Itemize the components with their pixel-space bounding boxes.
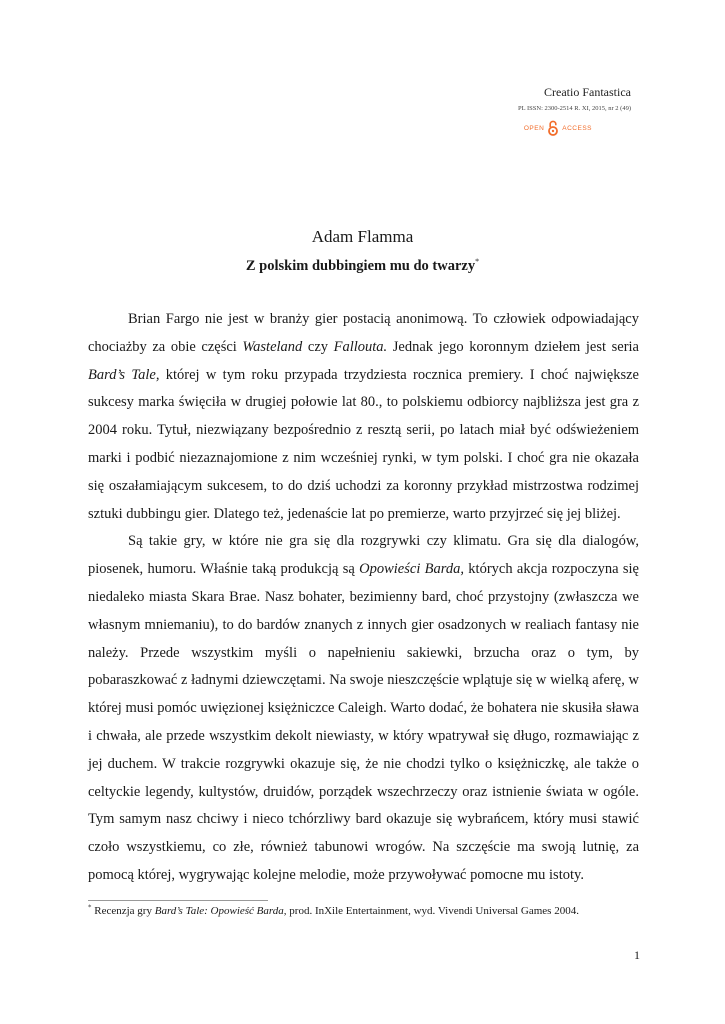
text-run: Recenzja gry — [91, 905, 155, 917]
article-body — [88, 306, 639, 890]
text-run: Brian Fargo nie jest w branży gier postacią anonimową. To człowiek odpowiadający chociażby za obie części — [88, 311, 639, 355]
footnote — [88, 904, 639, 919]
paragraph-2 — [88, 528, 639, 889]
italic-title-text: Wasteland — [242, 338, 303, 355]
open-access-access-label: ACCESS — [562, 124, 592, 132]
text-run: prod. InXile Entertainment, wyd. Vivendi Universal Games 2004. — [286, 905, 579, 917]
footnote-text — [92, 905, 579, 917]
paragraph-1 — [88, 306, 639, 528]
open-access-open-label: OPEN — [523, 124, 545, 132]
text-run: których akcja rozpoczyna się niedaleko miasta Skara Brae. Nasz bohater, bezimienny bard, choć przystojny (zwłaszcza we własnym mniemaniu), to do bardów znanych z innych gier osadzonych w realiach fantasy nie należy. Przede wszystkim myśli o napełnieniu sakiewki, brzucha oraz o tym, by pobaraszkować z ładnymi dziewczętami. Na swoje nieszczęście wplątuje się w wielką aferę, w której musi pomóc uwięzionej księżniczce Caleigh. Warto dodać, że bohatera nie skusiła sława i chwała, ale przede wszystkim dekolt niewiasty, w który wpatrywał się długo, rozmawiając z jej duchem. W trakcie rozgrywki okazuje się, że nie chodzi tylko o księżniczkę, ale także o celtyckie legendy, kultystów, druidów, porządek wszechrzeczy oraz istnienie świata w ogóle. Tym samym nasz chciwy i nieco tchórzliwy bard okazuje się wybrańcem, który musi stawić czoło wszystkiemu, co złe, również tabunowi wrogów. Na szczęście ma swoją lutnię, za pomocą której, wygrywając kolejne melodie, może przywoływać pomocne mu istoty. — [88, 561, 639, 883]
italic-title-text: Opowieści Barda, — [359, 561, 464, 578]
footnote-marker: * — [88, 903, 92, 912]
page-number: 1 — [634, 948, 640, 962]
text-run: której w tym roku przypada trzydziesta rocznica premiery. I choć największe sukcesy marka święciła w drugiej połowie lat 80., to polskiemu odbiorcy najbliższa jest gra z 2004 roku. Tytuł, niezwiązany bezpośrednio z resztą serii, po latach miał być odświeżeniem marki i podbić niezaznajomione z nim wcześniej rynki, w tym polski. I choć gra nie okazała się oszałamiającym sukcesem, to do dziś uchodzi za koronny przykład mistrzostwa rodzimej sztuki dubbingu gier. Dlatego też, jedenaście lat po premierze, warto przyjrzeć się jej bliżej. — [88, 366, 639, 522]
title-footnote-marker: * — [475, 257, 480, 267]
italic-title-text: Bard’s Tale, — [88, 366, 160, 383]
article-author: Adam Flamma — [311, 227, 414, 246]
journal-issn: PL ISSN: 2300-2514 R. XI, 2015, nr 2 (49) — [518, 105, 631, 112]
text-run: Są takie gry, w które nie gra się dla rozgrywki czy klimatu. Gra się dla dialogów, piosenek, humoru. Właśnie taką produkcją są — [88, 533, 639, 578]
journal-title: Creatio Fantastica — [544, 85, 631, 99]
footnote-divider — [88, 900, 268, 901]
text-run: czy — [302, 338, 334, 355]
text-run: Jednak jego koronnym dziełem jest seria — [387, 338, 639, 355]
italic-title-text: Fallouta. — [333, 338, 388, 355]
open-access-lock-icon — [548, 120, 558, 136]
italic-title-text: Bard’s Tale: Opowieść Barda, — [154, 905, 287, 917]
journal-header — [425, 84, 631, 136]
open-access-logo — [425, 120, 592, 136]
article-title-text: Z polskim dubbingiem mu do twarzy — [245, 258, 476, 274]
article-title — [0, 256, 725, 276]
